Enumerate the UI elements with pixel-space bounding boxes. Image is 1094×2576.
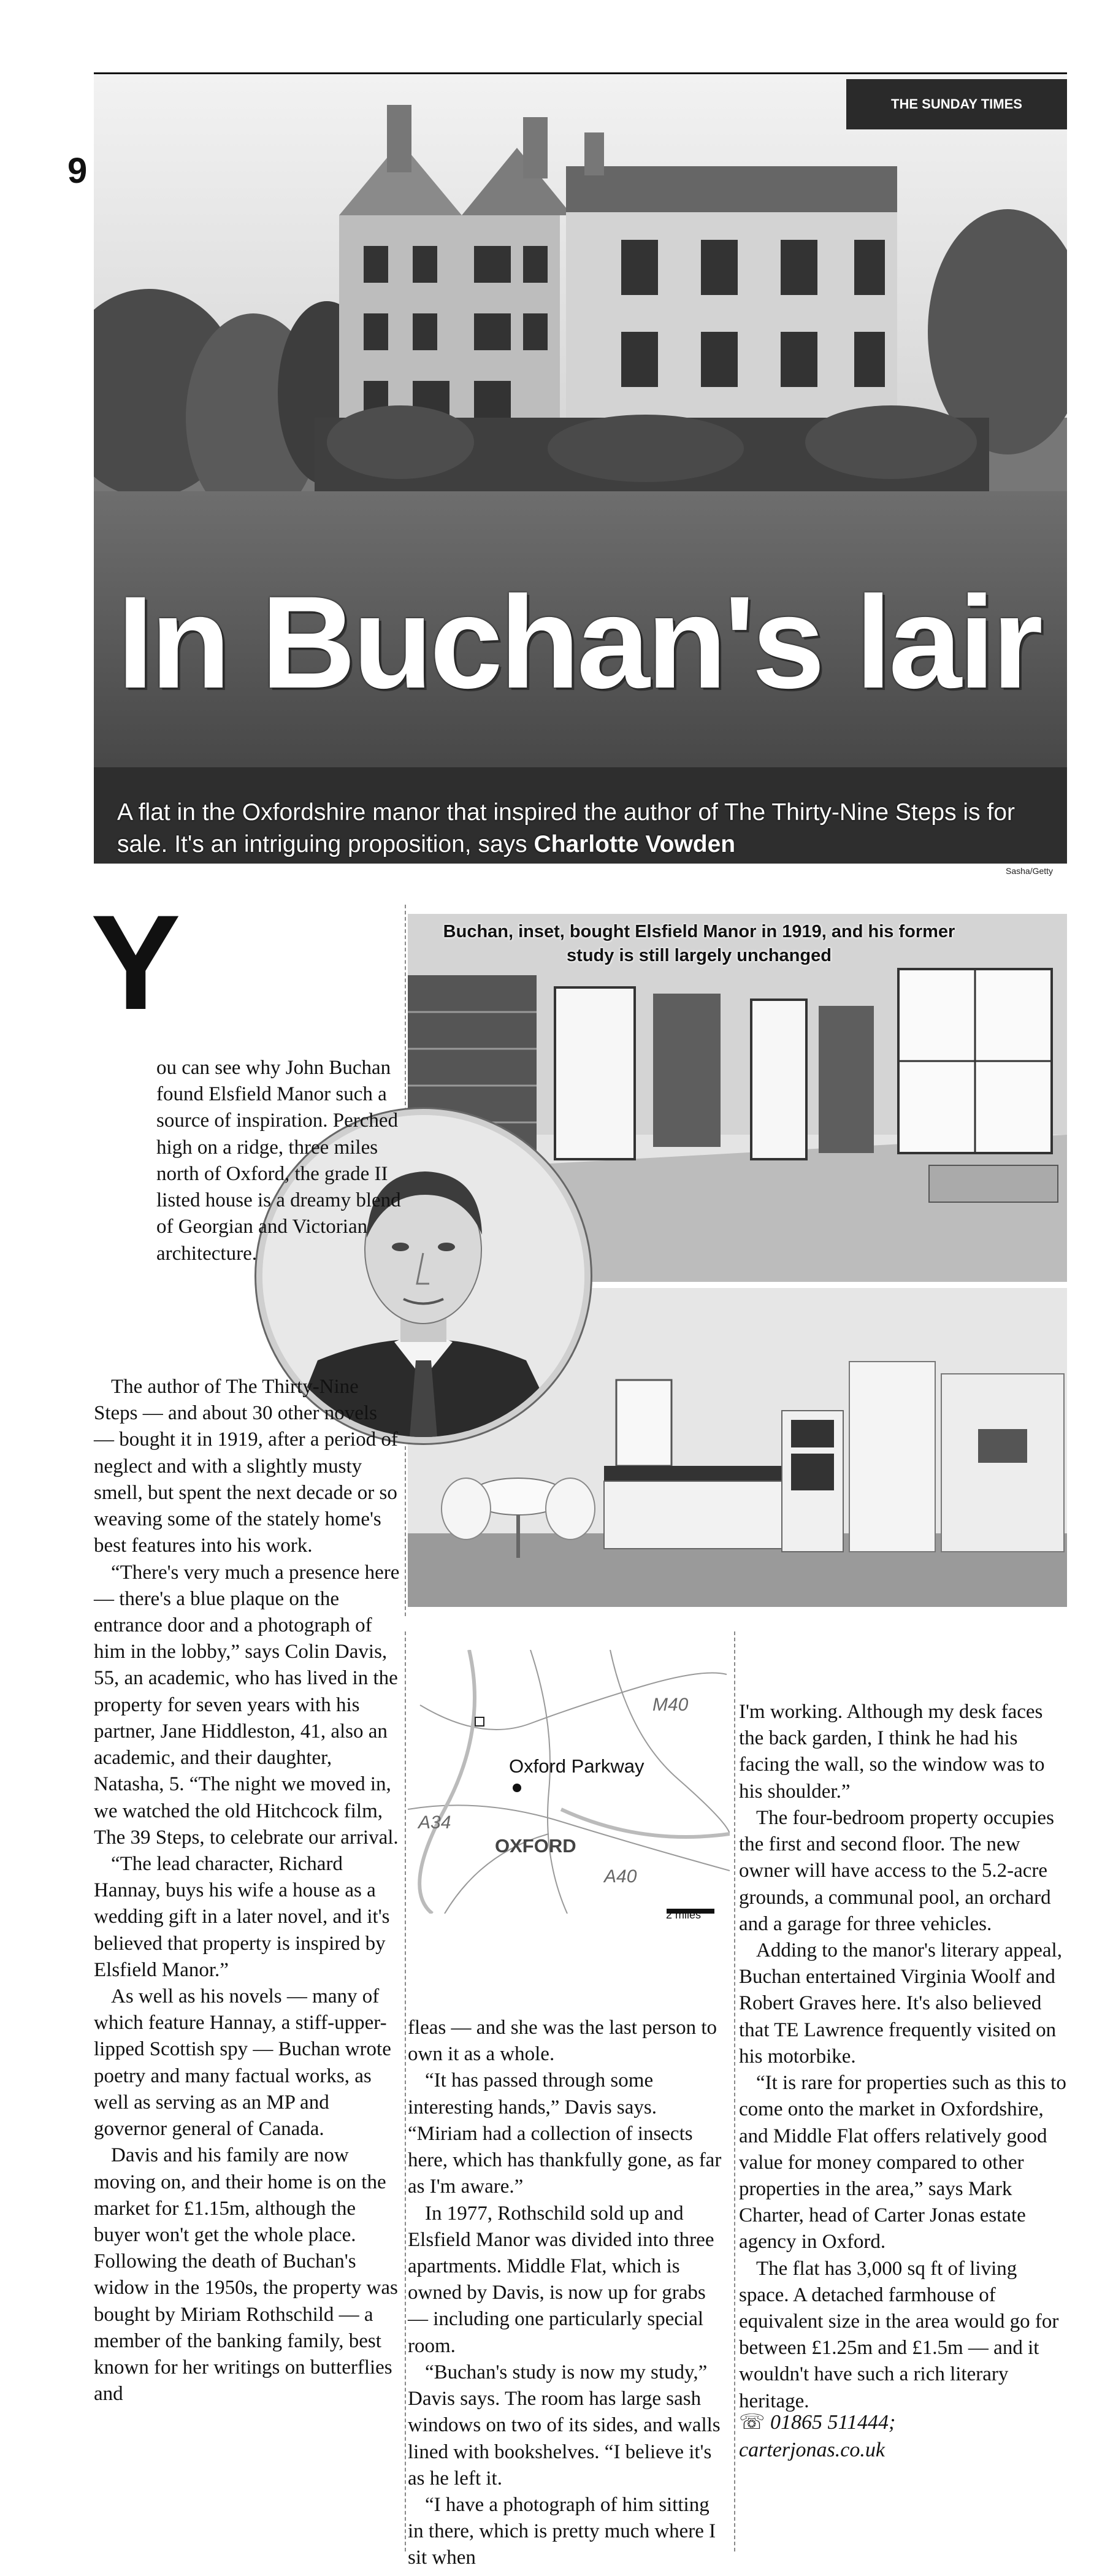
article-column-2 <box>408 2015 730 2572</box>
photo-caption: Buchan, inset, bought Elsfield Manor in 1919, and his former study is still largely unchanged <box>443 922 955 966</box>
article-column-1 <box>94 1374 400 2408</box>
masthead: THE SUNDAY TIMES <box>846 79 1067 129</box>
drop-cap: Y <box>91 887 181 1038</box>
article-paragraph: fleas — and she was the last person to own it as a whole. <box>408 2017 717 2066</box>
article-paragraph: The flat has 3,000 sq ft of living space. A detached farmhouse of equivalent size in the area would go for between £1.25m and £1.5m — and it wouldn't have such a rich literary heritage. <box>739 2257 1059 2412</box>
article-paragraph: As well as his novels — many of which feature Hannay, a stiff-upper-lipped Scottish spy — Buchan wrote poetry and many factual works, as well as serving as an MP and governor general of Canada. <box>94 1985 391 2141</box>
map-label-oxford-parkway: Oxford Parkway <box>509 1755 645 1777</box>
location-map <box>408 1650 730 1914</box>
map-illustration <box>408 1650 730 1914</box>
column-rule <box>734 1631 735 2551</box>
article-paragraph: Davis and his family are now moving on, and their home is on the market for £1.15m, although the buyer won't get the whole place. Following the death of Buchan's widow in the 1950s, the property was bought by Miriam Rothschild — a member of the banking family, best known for her writings on butterflies and <box>94 2144 398 2405</box>
article-column-3 <box>739 1699 1070 2415</box>
article-paragraph: I'm working. Although my desk faces the back garden, I think he had his facing the wall, so the window was to his shoulder.” <box>739 1701 1045 1803</box>
map-scale-label: 2 miles <box>666 1909 702 1921</box>
article-paragraph: “I have a photograph of him sitting in there, which is pretty much where I sit when <box>408 2493 716 2569</box>
article-paragraph: “There's very much a presence here — there's a blue plaque on the entrance door and a photograph of him in the lobby,” says Colin Davis, 55, an academic, who has lived in the property for seven years with his partner, Jane Hiddleston, 41, also an academic, and their daughter, Natasha, 5. “The night we moved in, we watched the old Hitchcock film, The 39 Steps, to celebrate our arrival. <box>94 1561 400 1849</box>
article-paragraph: “The lead character, Richard Hannay, buys his wife a house as a wedding gift in a later novel, and it's believed that property is inspired by Elsfield Manor.” <box>94 1852 390 1981</box>
agent-contact <box>739 2409 1070 2464</box>
phone-icon: ☏ <box>739 2411 765 2434</box>
byline: Charlotte Vowden <box>534 831 736 858</box>
hero-photo <box>94 72 1067 864</box>
page-number: 9 <box>67 151 88 191</box>
article-paragraph: “It is rare for properties such as this to come onto the market in Oxfordshire, and Middle Flat offers relatively good value for money compared to other properties in the area,” says Mark Charter, head of Carter Jonas estate agency in Oxford. <box>739 2072 1066 2253</box>
article-paragraph: Adding to the manor's literary appeal, Buchan entertained Virginia Woolf and Robert Graves here. It's also believed that TE Lawrence frequently visited on his motorbike. <box>739 1939 1062 2068</box>
article-paragraph: “It has passed through some interesting hands,” Davis says. “Miriam had a collection of insects here, which has thankfully gone, as far as I'm aware.” <box>408 2069 722 2198</box>
standfirst <box>117 797 1049 861</box>
standfirst-text: A flat in the Oxfordshire manor that inspired the author of The Thirty-Nine Steps is for sale. It's an intriguing proposition, says <box>117 799 1015 858</box>
article-paragraph: In 1977, Rothschild sold up and Elsfield Manor was divided into three apartments. Middle Flat, which is owned by Davis, is now up for grabs — including one particularly special room. <box>408 2202 714 2357</box>
article-paragraph: The four-bedroom property occupies the first and second floor. The new owner will have access to the 5.2-acre grounds, a communal pool, an orchard and a garage for three vehicles. <box>739 1806 1054 1935</box>
article-paragraph: The author of The Thirty-Nine Steps — and about 30 other novels — bought it in 1919, after a period of neglect and with a slightly musty smell, but spent the next decade or so weaving some of the stately home's best features into his work. <box>94 1376 398 1557</box>
map-label-oxford: OXFORD <box>495 1835 576 1857</box>
manor-illustration <box>94 74 1067 864</box>
article-column-1-top <box>156 1055 402 1267</box>
map-label-a40: A40 <box>604 1866 637 1887</box>
contact-website[interactable]: carterjonas.co.uk <box>739 2438 885 2461</box>
article-paragraph: ou can see why John Buchan found Elsfield Manor such a source of inspiration. Perched high on a ridge, three miles north of Oxford, the grade II listed house is a dreamy blend of Georgian and Victorian architecture. <box>156 1057 401 1265</box>
map-label-m40: M40 <box>652 1695 689 1715</box>
article-paragraph: “Buchan's study is now my study,” Davis says. The room has large sash windows on two of its sides, and walls lined with bookshelves. “I believe it's as he left it. <box>408 2361 721 2490</box>
contact-phone: 01865 511444; <box>770 2411 896 2434</box>
column-rule <box>405 1631 406 2551</box>
photo-credit: Sasha/Getty <box>1006 866 1054 876</box>
headline: In Buchan's lair <box>117 569 1040 716</box>
map-label-a34: A34 <box>418 1812 451 1833</box>
